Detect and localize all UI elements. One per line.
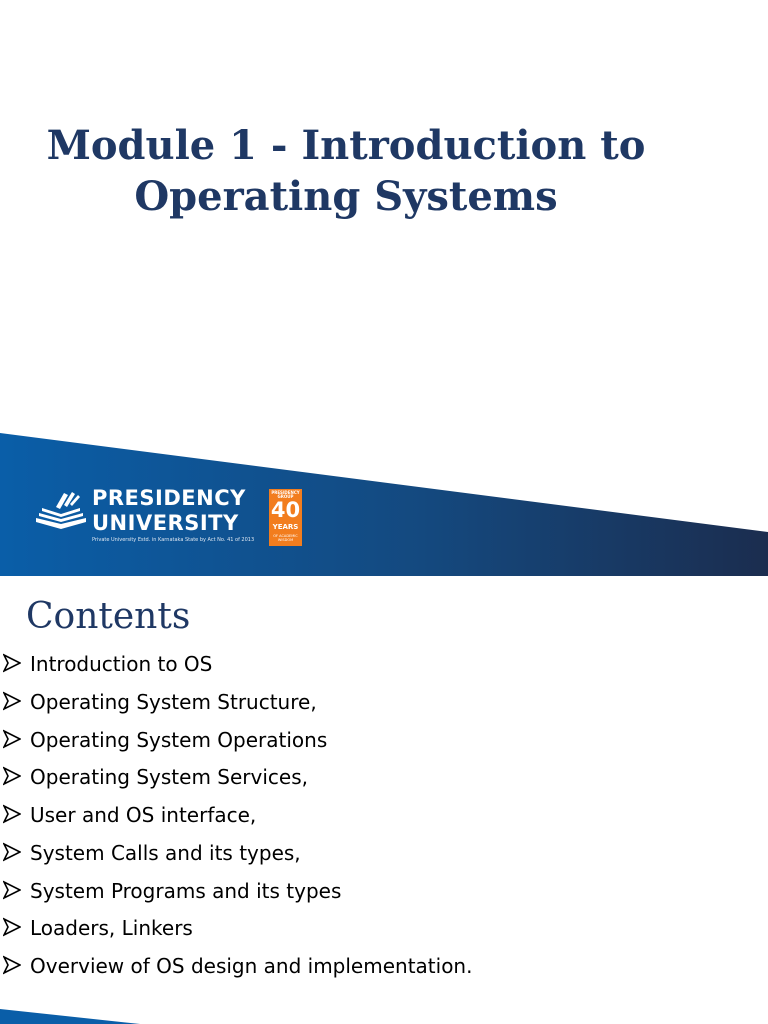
book-emblem-icon <box>34 489 88 533</box>
badge-number: 40 <box>270 498 301 522</box>
university-logo <box>34 486 301 549</box>
list-item <box>0 763 760 801</box>
arrow-bullet-icon <box>3 729 21 749</box>
arrow-bullet-icon <box>3 917 21 937</box>
list-item <box>0 914 760 952</box>
next-slide-banner-edge <box>0 1009 768 1024</box>
list-item <box>0 726 760 764</box>
arrow-bullet-icon <box>3 804 21 824</box>
list-item <box>0 952 760 990</box>
slide-title <box>0 120 692 222</box>
logo-name-line-1: PRESIDENCY <box>92 486 246 510</box>
list-item <box>0 839 760 877</box>
list-item <box>0 650 760 688</box>
logo-name-line-2: UNIVERSITY <box>92 511 239 535</box>
arrow-bullet-icon <box>3 653 21 673</box>
anniversary-badge <box>269 489 302 546</box>
list-item-text: Operating System Services, <box>30 765 308 790</box>
list-item <box>0 688 760 726</box>
badge-years-label: YEARS <box>272 523 299 531</box>
contents-slide <box>0 576 768 1024</box>
list-item <box>0 877 760 915</box>
title-line-1: Module 1 - Introduction to <box>46 122 646 169</box>
arrow-bullet-icon <box>3 766 21 786</box>
list-item-text: System Calls and its types, <box>30 840 301 865</box>
title-line-2: Operating Systems <box>134 173 558 220</box>
badge-group-label: PRESIDENCY GROUP <box>271 490 300 499</box>
list-item-text: User and OS interface, <box>30 803 257 827</box>
list-item-text: System Programs and its types <box>30 878 342 903</box>
logo-tagline: Private University Estd. in Karnataka State by Act No. 41 of 2013 <box>92 537 255 543</box>
list-item-text: Operating System Structure, <box>30 689 317 714</box>
badge-subtitle: OF ACADEMIC WISDOM <box>273 534 298 542</box>
contents-heading: Contents <box>26 596 191 637</box>
arrow-bullet-icon <box>3 880 21 900</box>
contents-list <box>0 650 760 990</box>
arrow-bullet-icon <box>3 955 21 975</box>
list-item <box>0 801 760 839</box>
list-item-text: Operating System Operations <box>30 727 328 752</box>
list-item-text: Loaders, Linkers <box>30 916 193 941</box>
arrow-bullet-icon <box>3 842 21 862</box>
list-item-text: Introduction to OS <box>30 652 213 676</box>
arrow-bullet-icon <box>3 691 21 711</box>
list-item-text: Overview of OS design and implementation. <box>30 954 473 978</box>
